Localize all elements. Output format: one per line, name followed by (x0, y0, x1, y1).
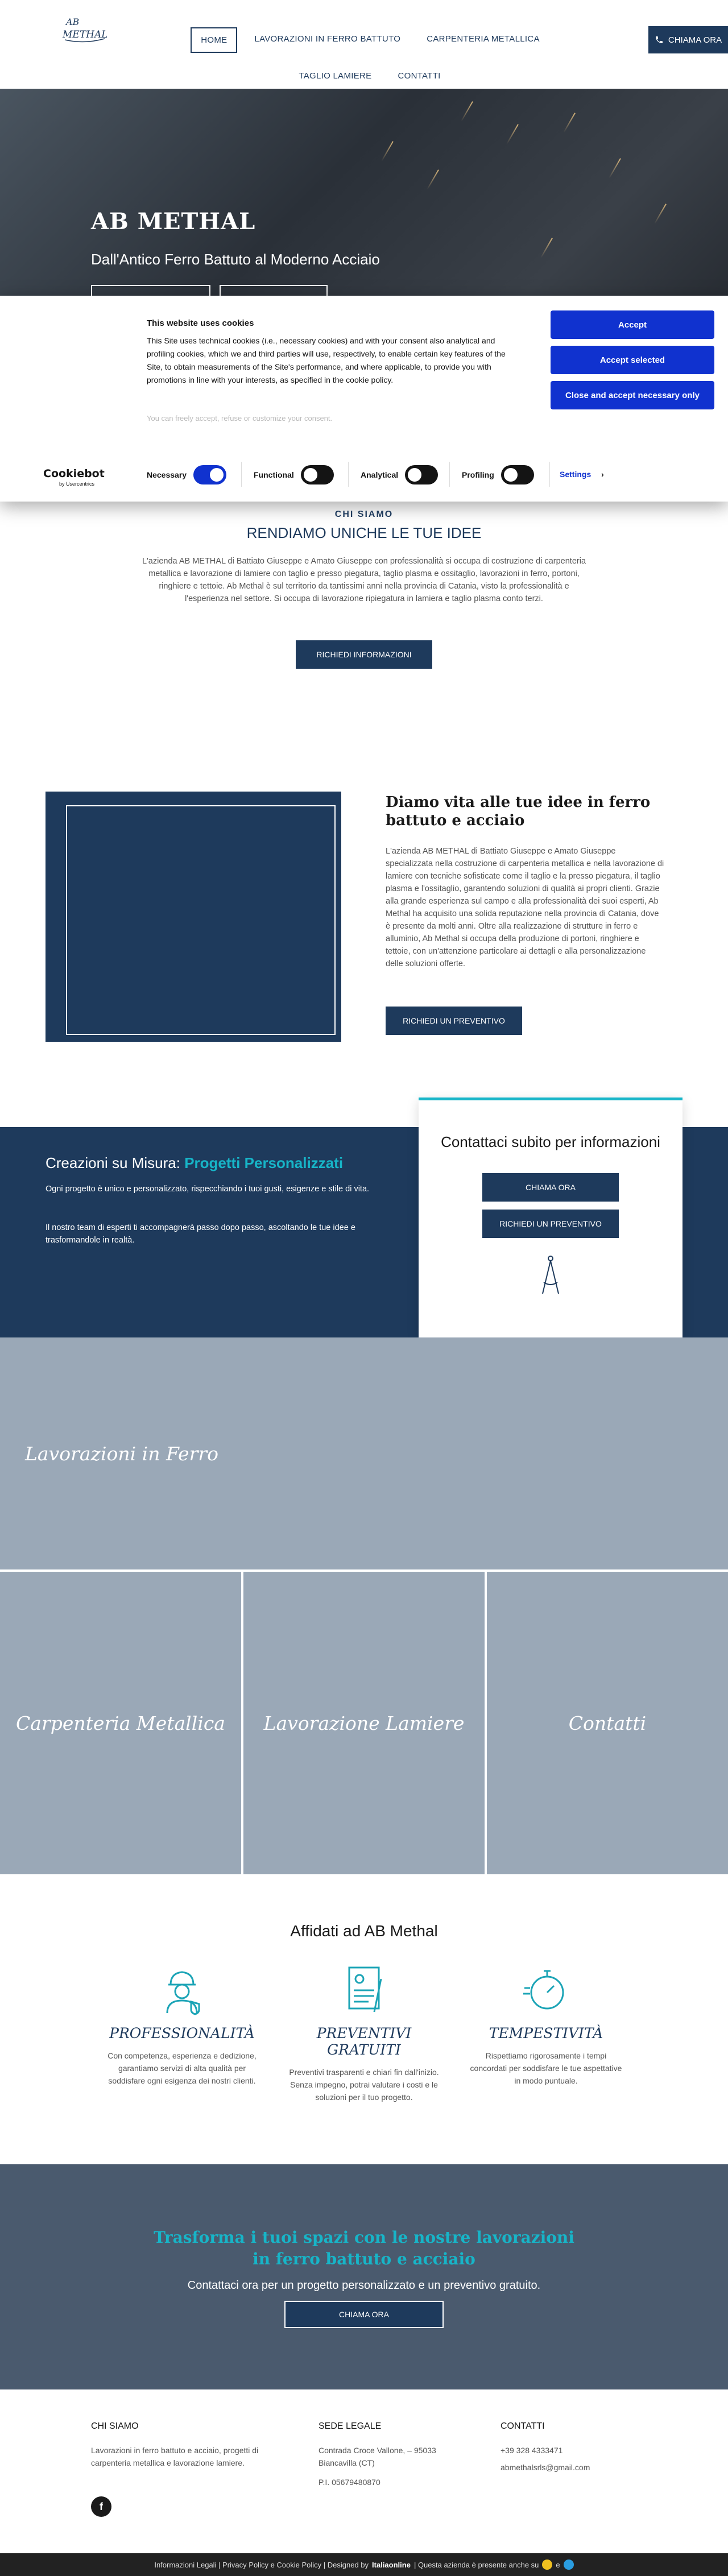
stopwatch-icon (519, 1962, 573, 2016)
contact-card-title: Contattaci subito per informazioni (441, 1133, 660, 1150)
cookiebot-logo-sub: by Usercentrics (59, 481, 95, 487)
trust-item-title: PREVENTIVI GRATUITI (316, 2025, 412, 2058)
cta-title: Trasforma i tuoi spazi con le nostre lavorazioni in ferro battuto e acciaio (154, 2228, 574, 2268)
trust-item-title: TEMPESTIVITÀ (489, 2025, 603, 2041)
spark (427, 169, 439, 190)
spark (609, 158, 621, 179)
logo-mark (61, 13, 107, 47)
paginegialle-icon[interactable] (542, 2560, 552, 2570)
footer-text: Lavorazioni in ferro battuto e acciaio, progetti di carpenteria metallica e lavorazione lamiere. (91, 2446, 259, 2467)
italiaonline-logo[interactable]: Italiaonline (372, 2560, 411, 2569)
spark (563, 113, 576, 133)
footer-heading: CHI SIAMO (91, 2421, 139, 2431)
cookie-accept-selected-button[interactable]: Accept selected (551, 346, 714, 374)
svg-text:AB: AB (66, 16, 80, 27)
cookie-text: This Site uses technical cookies (i.e., necessary cookies) and with your consent also analytical and profiling cookies, which we and third parties will use, respectively, to enable certain key features of the Site, to obtain measurements of the Site's performance, and where applicable, to provide you with promotions in line with your interests, as specified in the cookie policy. (147, 336, 506, 384)
section-text: L'azienda AB METHAL di Battiato Giuseppe e Amato Giuseppe con professionalità si occupa di costruzione di carpenteria metallica e lavorazione di lamiere con taglio e presso piegatura, taglio plasma e ossitaglio, lavorazioni in ferro, portoni, ringhiere e tettoie. Ab Methal è sul territorio da tantissimi anni nella provincia di Catania, visto la professionalità e l'esperienza nel settore. Si occupa di lavorazione ripiegatura in lamiera e taglio plasma conto terzi. (142, 557, 586, 603)
tile-label: Lavorazioni in Ferro (25, 1442, 218, 1465)
call-now-label: CHIAMA ORA (668, 35, 722, 45)
trust-item-title: PROFESSIONALITÀ (109, 2025, 255, 2041)
trust-item-tempestivita (466, 1962, 626, 2087)
spark (540, 238, 553, 258)
cookie-accept-button[interactable]: Accept (551, 310, 714, 339)
toggle-switch[interactable] (405, 465, 438, 484)
cookie-close-necessary-button[interactable]: Close and accept necessary only (551, 381, 714, 409)
call-now-button[interactable] (648, 26, 728, 53)
tile-contatti[interactable] (487, 1572, 728, 1874)
section-eyebrow: CHI SIAMO (334, 510, 394, 519)
title-part-a: Creazioni su Misura: (46, 1154, 185, 1171)
footer-sede (318, 2421, 489, 2488)
section-title: RENDIAMO UNICHE LE TUE IDEE (246, 524, 482, 541)
trust-item-text: Con competenza, esperienza e dedizione, garantiamo servizi di alta qualità per soddisfare ogni esigenza dei nostri clienti. (107, 2051, 257, 2085)
facebook-icon[interactable]: f (91, 2496, 111, 2517)
title-part-b: Progetti Personalizzati (184, 1154, 344, 1171)
custom-projects-title (46, 1154, 343, 1172)
request-info-button[interactable]: RICHIEDI INFORMAZIONI (296, 640, 432, 669)
bottom-bar-and: e (556, 2560, 560, 2569)
footer-address-line1: Contrada Croce Vallone, – 95033 (318, 2446, 436, 2455)
hero-title: AB METHAL (91, 208, 256, 235)
tile-lamiere[interactable] (243, 1572, 485, 1874)
bottom-bar (0, 2553, 728, 2576)
toggle-switch[interactable] (193, 465, 226, 484)
card-quote-button[interactable]: RICHIEDI UN PREVENTIVO (482, 1210, 619, 1238)
divider (348, 462, 349, 487)
bottom-bar-presence: | Questa azienda è presente anche su (413, 2560, 539, 2569)
nav-carpenteria[interactable]: CARPENTERIA METALLICA (427, 34, 540, 44)
trust-title: Affidati ad AB Methal (290, 1922, 438, 1940)
cookie-banner (0, 296, 728, 502)
nav-ferro-battuto[interactable]: LAVORAZIONI IN FERRO BATTUTO (254, 34, 401, 44)
nav-taglio-lamiere[interactable]: TAGLIO LAMIERE (299, 71, 372, 81)
tile-label: Carpenteria Metallica (16, 1712, 225, 1734)
footer-heading: CONTATTI (500, 2421, 545, 2431)
trust-item-text: Rispettiamo rigorosamente i tempi concordati per soddisfare le tue aspettative in modo puntuale. (470, 2051, 622, 2085)
logo[interactable] (61, 13, 107, 47)
cta-subtitle: Contattaci ora per un progetto personalizzato e un preventivo gratuito. (187, 2279, 541, 2292)
cookie-title: This website uses cookies (147, 318, 254, 328)
toggle-analytical (361, 465, 438, 484)
footer-heading: SEDE LEGALE (318, 2421, 382, 2431)
trust-item-text: Preventivi trasparenti e chiari fin dall'inizio. Senza impegno, potrai valutare i costi e le soluzioni per il tuo progetto. (289, 2068, 439, 2102)
toggle-label: Necessary (147, 470, 187, 479)
card-call-button[interactable]: CHIAMA ORA (482, 1173, 619, 1202)
toggle-profiling (462, 465, 534, 484)
trust-item-preventivi (284, 1962, 444, 2103)
tile-carpenteria[interactable] (0, 1572, 241, 1874)
toggle-switch[interactable] (501, 465, 534, 484)
custom-projects-p2: Il nostro team di esperti ti accompagnerà passo dopo passo, ascoltando le tue idee e trasformandole in realtà. (46, 1223, 355, 1245)
footer-chi-siamo (91, 2421, 262, 2469)
compass-icon (539, 1254, 562, 1299)
document-icon (337, 1962, 391, 2016)
about-title: Diamo vita alle tue idee in ferro battuto e acciaio (386, 794, 651, 829)
divider (549, 462, 550, 487)
spark (506, 124, 519, 144)
divider (241, 462, 242, 487)
cookie-faded-text: You can freely accept, refuse or customize your consent. (147, 414, 333, 423)
phone-icon (655, 35, 664, 44)
nav-home[interactable]: HOME (191, 27, 237, 53)
footer-phone[interactable]: +39 328 4333471 (500, 2446, 563, 2455)
footer-email[interactable]: abmethalsrls@gmail.com (500, 2463, 590, 2472)
contact-card (419, 1098, 682, 1337)
footer-contatti (500, 2421, 671, 2474)
paginebianche-icon[interactable] (564, 2560, 574, 2570)
toggle-necessary (147, 465, 226, 484)
spark (654, 204, 667, 224)
toggle-label: Analytical (361, 470, 399, 479)
toggle-switch[interactable] (301, 465, 334, 484)
request-quote-button[interactable]: RICHIEDI UN PREVENTIVO (386, 1007, 522, 1035)
divider (449, 462, 450, 487)
tile-lavorazioni-ferro[interactable] (0, 1337, 728, 1569)
hero-subtitle: Dall'Antico Ferro Battuto al Moderno Acciaio (91, 251, 380, 268)
spark (381, 141, 394, 161)
custom-projects-p1: Ogni progetto è unico e personalizzato, rispecchiando i tuoi gusti, esigenze e stile di vita. (46, 1185, 370, 1194)
main-nav (182, 27, 557, 88)
footer-address-line2: Biancavilla (CT) (318, 2458, 375, 2467)
site-footer (0, 2389, 728, 2553)
about-image (46, 792, 341, 1042)
cta-call-button[interactable]: CHIAMA ORA (284, 2301, 444, 2328)
about-text: L'azienda AB METHAL di Battiato Giuseppe e Amato Giuseppe specializzata nella costruzione di carpenteria metallica e nella lavorazione di lamiere con tecniche sofisticate come il taglio e la presso piegatura, il taglio plasma e l'ossitaglio, garantendo soluzioni di qualità ai propri clienti. Grazie alla grande esperienza sul campo e alla professionalità dei suoi esperti, Ab Methal ha acquisito una solida reputazione nella provincia di Catania, dove è presente da molti anni. Oltre alla realizzazione di strutture in ferro e alluminio, Ab Methal si occupa della produzione di portoni, ringhiere e tettoie, con un'attenzione particolare ai dettagli e alla personalizzazione delle soluzioni offerte. (386, 847, 664, 968)
footer-piva: P.I. 05679480870 (318, 2478, 380, 2487)
trust-item-professionalita (102, 1962, 262, 2087)
tile-label: Lavorazione Lamiere (263, 1712, 465, 1734)
worker-icon (155, 1962, 209, 2016)
settings-label: Settings (560, 470, 592, 479)
spark (461, 101, 473, 122)
nav-contatti[interactable]: CONTATTI (398, 71, 441, 81)
toggle-label: Functional (254, 470, 294, 479)
toggle-label: Profiling (462, 470, 494, 479)
cookie-settings-link[interactable] (560, 470, 604, 479)
tile-label: Contatti (568, 1712, 647, 1734)
chevron-right-icon: › (601, 470, 604, 479)
toggle-functional (254, 465, 334, 484)
legal-links[interactable]: Informazioni Legali | Privacy Policy e Cookie Policy | Designed by (154, 2560, 369, 2569)
site-header (0, 0, 728, 89)
svg-text:METHAL: METHAL (63, 29, 107, 40)
cta-section (0, 2164, 728, 2389)
cookiebot-logo: Cookiebot (43, 467, 105, 480)
